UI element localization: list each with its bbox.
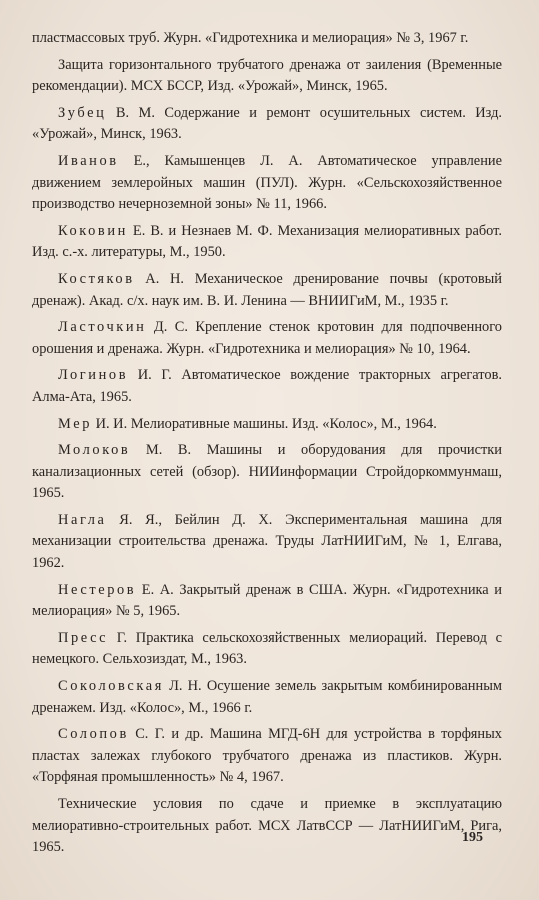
bibliography-entry bbox=[32, 628, 502, 671]
bibliography-entry bbox=[32, 28, 502, 50]
entry-author: Нагла bbox=[58, 511, 107, 528]
entry-text: М. В. Машины и оборудования для прочистки канализационных сетей (обзор). НИИинформации Стройдоркоммунмаш, 1965. bbox=[32, 442, 502, 502]
entry-text: В. М. Содержание и ремонт осушительных систем. Изд. «Урожай», Минск, 1963. bbox=[32, 104, 502, 143]
entry-text: Д. С. Крепление стенок кротовин для подпочвенного орошения и дренажа. Журн. «Гидротехника и мелиорация» № 10, 1964. bbox=[32, 319, 502, 357]
entry-text: Я. Я., Бейлин Д. Х. Экспериментальная машина для механизации строительства дренажа. Труды ЛатНИИГиМ, № 1, Елгава, 1962. bbox=[32, 511, 502, 572]
page-number: 195 bbox=[462, 830, 483, 845]
bibliography-entry bbox=[32, 317, 502, 360]
entry-text: И. И. Мелиоративные машины. Изд. «Колос», М., 1964. bbox=[92, 415, 437, 432]
entry-author: Солопов bbox=[58, 726, 129, 743]
bibliography-entry bbox=[32, 794, 502, 859]
bibliography-entry bbox=[32, 103, 502, 146]
entry-text: Технические условия по сдаче и приемке в эксплуатацию мелиоративно-строительных работ. МСХ ЛатвССР — ЛатНИИГиМ, Рига, 1965. bbox=[32, 796, 502, 856]
bibliography-entry bbox=[32, 55, 502, 98]
entry-author: Зубец bbox=[58, 104, 107, 121]
bibliography-entry bbox=[32, 510, 502, 575]
bibliography-entry bbox=[32, 151, 502, 216]
bibliography-list bbox=[32, 28, 502, 864]
bibliography-entry bbox=[32, 365, 502, 408]
entry-text: Е. В. и Незнаев М. Ф. Механизация мелиоративных работ. Изд. с.-х. литературы, М., 1950. bbox=[32, 222, 502, 261]
entry-author: Иванов bbox=[58, 152, 119, 169]
entry-author: Соколовская bbox=[58, 678, 164, 695]
bibliography-entry bbox=[32, 221, 502, 264]
entry-author: Нестеров bbox=[58, 581, 137, 598]
bibliography-entry bbox=[32, 414, 502, 436]
entry-author: Ласточкин bbox=[58, 319, 147, 336]
entry-text: С. Г. и др. Машина МГД-6Н для устройства в торфяных пластах залежах глубокого трубчатого дренажа из пластиков. Журн. «Торфяная промышленность» № 4, 1967. bbox=[32, 726, 502, 786]
entry-author: Мер bbox=[58, 415, 92, 432]
entry-text: Защита горизонтального трубчатого дренажа от заиления (Временные рекомендации). МСХ БССР, Изд. «Урожай», Минск, 1965. bbox=[32, 56, 502, 95]
entry-text: А. Н. Механическое дренирование почвы (кротовый дренаж). Акад. с/х. наук им. В. И. Ленина — ВНИИГиМ, М., 1935 г. bbox=[32, 270, 502, 309]
entry-author: Пресс bbox=[58, 629, 109, 646]
entry-text: пластмассовых труб. Журн. «Гидротехника и мелиорация» № 3, 1967 г. bbox=[32, 30, 469, 46]
entry-text: Л. Н. Осушение земель закрытым комбинированным дренажем. Изд. «Колос», М., 1966 г. bbox=[32, 678, 502, 716]
bibliography-entry bbox=[32, 269, 502, 312]
entry-text: Е. А. Закрытый дренаж в США. Журн. «Гидротехника и мелиорация» № 5, 1965. bbox=[32, 581, 502, 620]
bibliography-entry bbox=[32, 440, 502, 505]
entry-text: Е., Камышенцев Л. А. Автоматическое управление движением землеройных машин (ПУЛ). Журн. «Сельскохозяйственное производство нечерноземной зоны» № 11, 1966. bbox=[32, 152, 502, 213]
entry-author: Логинов bbox=[58, 367, 129, 384]
bibliography-entry bbox=[32, 580, 502, 623]
entry-author: Коковин bbox=[58, 222, 128, 239]
bibliography-entry bbox=[32, 676, 502, 719]
entry-text: Г. Практика сельскохозяйственных мелиораций. Перевод с немецкого. Сельхозиздат, М., 1963. bbox=[32, 629, 502, 668]
entry-author: Молоков bbox=[58, 442, 131, 459]
entry-text: И. Г. Автоматическое вождение тракторных агрегатов. Алма-Ата, 1965. bbox=[32, 367, 502, 405]
bibliography-entry bbox=[32, 724, 502, 789]
entry-author: Костяков bbox=[58, 270, 135, 287]
